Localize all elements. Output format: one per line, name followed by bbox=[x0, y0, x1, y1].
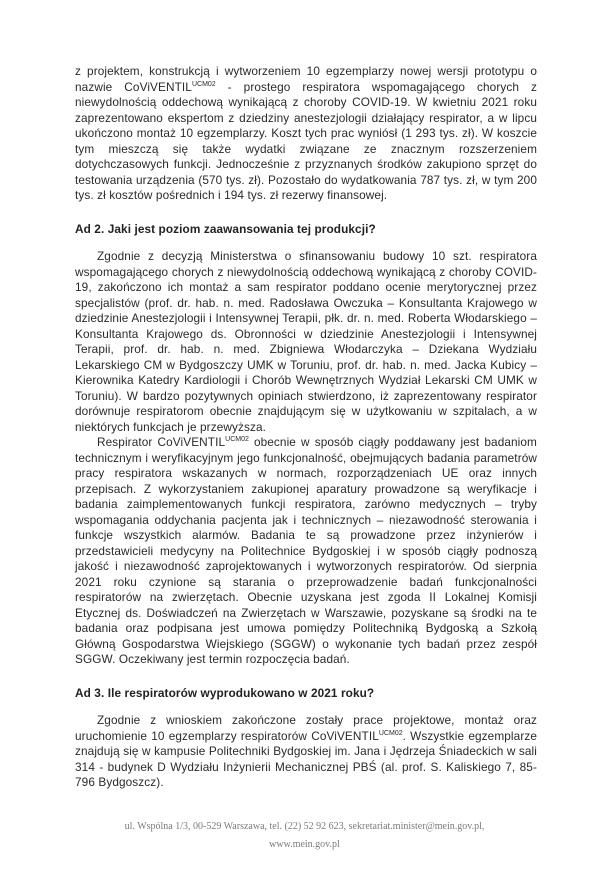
footer-website: www.mein.gov.pl bbox=[269, 839, 340, 850]
footer-address: ul. Wspólna 1/3, 00-529 Warszawa, tel. (22) 52 92 623, sekretariat.minister@mein.gov.pl, bbox=[124, 821, 485, 832]
heading-ad3: Ad 3. Ile respiratorów wyprodukowano w 2021 roku? bbox=[75, 685, 375, 700]
page-footer bbox=[0, 818, 609, 854]
document-body bbox=[75, 64, 537, 791]
paragraph-production-status: Zgodnie z decyzją Ministerstwa o sfinansowaniu budowy 10 szt. respiratora wspomagającego chorych z niewydolnością oddechową wynikającą z choroby COVID-19, zakończono ich montaż a sam respirator poddano ocenie merytorycznej przez specjalistów (prof. dr. hab. n. med. Radosława Owczuka – Konsultanta Krajowego w dziedzinie Anestezjologii i Intensywnej Terapii, płk. dr. n. med. Roberta Włodarskiego – Konsultanta Krajowego ds. Obronności w dziedzinie Anestezjologii i Intensywnej Terapii, prof. dr. hab. n. med. Zbigniewa Włodarczyka – Dziekana Wydziału Lekarskiego CM w Bydgoszczy UMK w Toruniu, prof. dr. hab. n. med. Jacka Kubicy – Kierownika Katedry Kardiologii i Chorób Wewnętrznych Wydział Lekarski CM UMK w Toruniu). W bardzo pozytywnych opiniach stwierdzono, iż zaprezentowany respirator dorównuje respiratorom obecnie znajdującym się w użytkowaniu w szpitalach, a w niektórych funkcjach je przewyższa. bbox=[75, 249, 537, 434]
paragraph-project-costs: z projektem, konstrukcją i wytworzeniem 10 egzemplarzy nowej wersji prototypu o nazwie CoViVENTIL$^{UCM02}$ - prostego respiratora wspomagającego chorych z niewydolnością oddechową wynikającą z choroby COVID-19. W kwietniu 2021 roku zaprezentowano ekspertom z dziedziny anestezjologii działający respirator, a w lipcu ukończono montaż 10 egzemplarzy. Koszt tych prac wyniósł (1 293 tys. zł). W koszcie tym mieszczą się także wydatki związane ze znacznym rozszerzeniem dotychczasowych funkcji. Jednocześnie z przyznanych środków zakupiono sprzęt do testowania urządzenia (570 tys. zł). Pozostało do wydatkowania 787 tys. zł, w tym 200 tys. zł kosztów pośrednich i 194 tys. zł rezerwy finansowej. bbox=[75, 64, 537, 202]
paragraph-units-produced: Zgodnie z wnioskiem zakończone zostały prace projektowe, montaż oraz uruchomienie 10 egzemplarzy respiratorów CoViVENTIL$^{UCM02}$. Wszystkie egzemplarze znajdują się w kampusie Politechniki Bydgoskiej im. Jana i Jędrzeja Śniadeckich w sali 314 - budynek D Wydziału Inżynierii Mechanicznej PBŚ (al. prof. S. Kaliskiego 7, 85-796 Bydgoszcz). bbox=[75, 713, 538, 789]
heading-ad2: Ad 2. Jaki jest poziom zaawansowania tej produkcji? bbox=[75, 221, 376, 236]
paragraph-testing-research: Respirator CoViVENTIL$^{UCM02}$ obecnie w sposób ciągły poddawany jest badaniom technicznym i weryfikacyjnym jego funkcjonalność, obejmujących badania parametrów pracy respiratora wskazanych w normach, rozporządzeniach UE oraz innych przepisach. Z wykorzystaniem zakupionej aparatury prowadzone są weryfikacje i badania zaimplementowanych funkcji respiratora, zarówno medycznych – tryby wspomagania oddychania pacjenta jak i technicznych – niezawodność sterowania i funkcje wszystkich alarmów. Badania te są prowadzone przez inżynierów i przedstawicieli medycyny na Politechnice Bydgoskiej i w sposób ciągły podnoszą jakość i niezawodność zaprojektowanych i wytworzonych respiratorów. Od sierpnia 2021 roku czynione są starania o przeprowadzenie badań funkcjonalności respiratorów na zwierzętach. Obecnie uzyskana jest zgoda II Lokalnej Komisji Etycznej ds. Doświadczeń na Zwierzętach w Warszawie, pozyskane są środki na te badania oraz podpisana jest umowa pomiędzy Politechniką Bydgoską a Szkołą Główną Gospodarstwa Wiejskiego (SGGW) o wykonanie tych badań przez zespół SGGW. Oczekiwany jest termin rozpoczęcia badań. bbox=[75, 435, 537, 666]
